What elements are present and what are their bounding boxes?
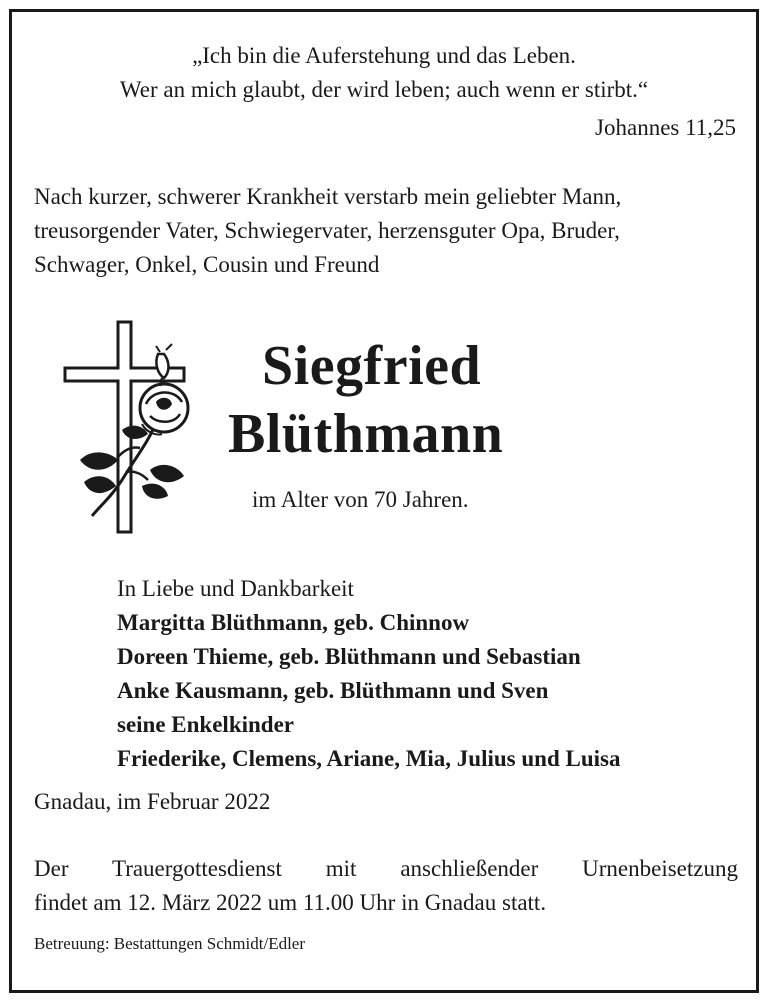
mourners-intro: In Liebe und Dankbarkeit <box>117 576 354 601</box>
deceased-last-name: Blüthmann <box>228 403 504 465</box>
mourner-line: Doreen Thieme, geb. Blüthmann und Sebastian <box>117 644 581 669</box>
deceased-age: im Alter von 70 Jahren. <box>252 487 469 512</box>
mourner-line: seine Enkelkinder <box>117 712 295 737</box>
bible-reference: Johannes 11,25 <box>595 115 736 140</box>
cross-with-rose-icon <box>62 320 192 535</box>
funeral-home-credit: Betreuung: Bestattungen Schmidt/Edler <box>34 934 306 953</box>
service-line-2: findet am 12. März 2022 um 11.00 Uhr in Gnadau statt. <box>34 890 547 915</box>
intro-line-1: Nach kurzer, schwerer Krankheit verstarb mein geliebter Mann, <box>34 184 622 209</box>
intro-line-2: treusorgender Vater, Schwiegervater, herzensguter Opa, Bruder, <box>34 218 620 243</box>
bible-quote-line-2: Wer an mich glaubt, der wird leben; auch wenn er stirbt.“ <box>119 77 649 102</box>
deceased-first-name: Siegfried <box>262 335 482 397</box>
obituary-notice <box>9 9 759 993</box>
mourner-line: Margitta Blüthmann, geb. Chinnow <box>117 610 470 635</box>
service-line-1: Der Trauergottesdienst mit anschließender Urnenbeisetzung <box>34 856 738 881</box>
bible-quote-line-1: „Ich bin die Auferstehung und das Leben. <box>192 43 576 68</box>
mourner-line: Anke Kausmann, geb. Blüthmann und Sven <box>117 678 549 703</box>
mourner-line: Friederike, Clemens, Ariane, Mia, Julius und Luisa <box>117 746 621 771</box>
intro-line-3: Schwager, Onkel, Cousin und Freund <box>34 252 380 277</box>
place-and-date: Gnadau, im Februar 2022 <box>34 789 271 814</box>
mourners-block <box>117 572 620 776</box>
service-info <box>34 852 738 920</box>
